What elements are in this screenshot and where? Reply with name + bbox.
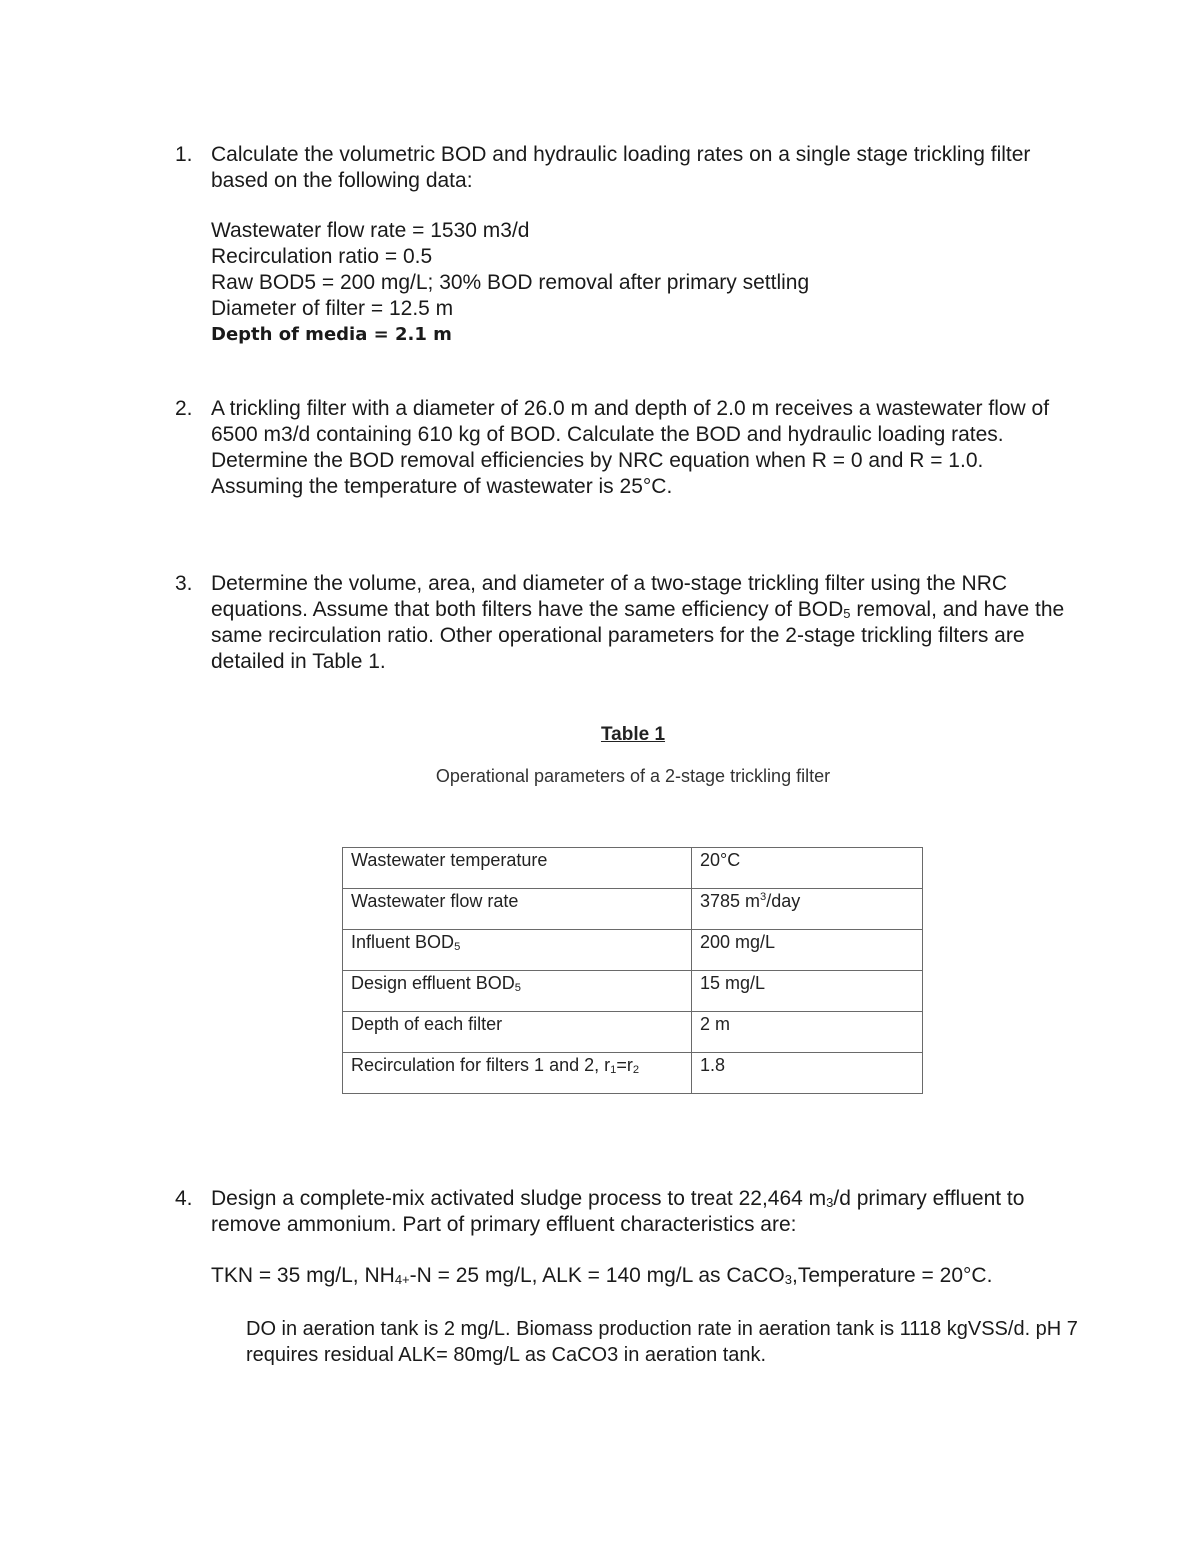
text-segment: /d primary effluent to remove ammonium. Part of primary effluent characteristics are: [211, 1187, 1025, 1236]
text-segment: 3785 m [700, 891, 761, 911]
param-value: 15 mg/L [692, 971, 923, 1012]
question-number: 2. [175, 397, 193, 420]
text-segment: removal, and have the same recirculation ratio. Other operational parameters for the 2-stage trickling filters are detailed in Table 1. [211, 598, 1065, 673]
param-label [343, 971, 692, 1012]
table-row [343, 1012, 923, 1053]
question-text [211, 1186, 1075, 1238]
subscript: 5 [454, 941, 461, 953]
characteristics-line [211, 1263, 1075, 1289]
question-number: 4. [175, 1187, 193, 1210]
subscript: 4+ [394, 1272, 410, 1287]
data-line: Diameter of filter = 12.5 m [211, 297, 454, 320]
param-label: Wastewater flow rate [343, 889, 692, 930]
question-3 [175, 571, 1075, 675]
data-line-depth: Depth of media = 2.1 m [211, 324, 452, 345]
question-number: 1. [175, 143, 193, 166]
question-1 [175, 142, 1075, 348]
parameters-table [342, 847, 923, 1094]
text-segment: /day [766, 891, 801, 911]
data-line: Recirculation ratio = 0.5 [211, 245, 433, 268]
text-segment: Recirculation for filters 1 and 2, r [351, 1055, 611, 1075]
param-value: 200 mg/L [692, 930, 923, 971]
subscript: 1 [610, 1064, 617, 1076]
table-subtitle: Operational parameters of a 2-stage trickling filter [435, 766, 831, 786]
subscript: 5 [514, 982, 521, 994]
param-label [343, 1053, 692, 1094]
text-segment: -N = 25 mg/L, ALK = 140 mg/L as CaCO [409, 1264, 785, 1287]
given-data-list [211, 218, 1075, 348]
text-segment: =r [616, 1055, 633, 1075]
data-line: Raw BOD5 = 200 mg/L; 30% BOD removal after primary settling [211, 271, 810, 294]
question-text: A trickling filter with a diameter of 26.0 m and depth of 2.0 m receives a wastewater flow of 6500 m3/d containing 610 kg of BOD. Calculate the BOD and hydraulic loading rates. Determine the BOD removal efficiencies by NRC equation when R = 0 and R = 1.0. Assuming the temperature of wastewater is 25°C. [211, 397, 1050, 498]
subscript: 5 [843, 606, 851, 621]
param-value: 20°C [692, 848, 923, 889]
text-segment: ,Temperature = 20°C. [791, 1264, 993, 1287]
text-segment: Determine the volume, area, and diameter of a two-stage trickling filter using the NRC equations. Assume that both filters have the same efficiency of BOD [211, 572, 1008, 621]
text-segment: Influent BOD [351, 932, 455, 952]
param-label [343, 930, 692, 971]
table-row [343, 971, 923, 1012]
table-title: Table 1 [600, 724, 666, 745]
subscript: 3 [784, 1272, 792, 1287]
superscript: 3 [760, 891, 767, 903]
subscript: 3 [826, 1195, 834, 1210]
question-text: Calculate the volumetric BOD and hydraulic loading rates on a single stage trickling filter based on the following data: [211, 143, 1031, 192]
question-4 [175, 1186, 1075, 1289]
text-segment: Design effluent BOD [351, 973, 515, 993]
param-label: Wastewater temperature [343, 848, 692, 889]
question-2 [175, 396, 1075, 500]
question-4-extra: DO in aeration tank is 2 mg/L. Biomass production rate in aeration tank is 1118 kgVSS/d. pH 7 requires residual ALK= 80mg/L as CaCO3 in aeration tank. [246, 1318, 1078, 1366]
table-row [343, 930, 923, 971]
param-value [692, 889, 923, 930]
text-segment: TKN = 35 mg/L, NH [211, 1264, 395, 1287]
question-text [211, 571, 1075, 675]
table-row [343, 848, 923, 889]
text-segment: Design a complete-mix activated sludge process to treat 22,464 m [211, 1187, 827, 1210]
param-value: 2 m [692, 1012, 923, 1053]
table-row [343, 1053, 923, 1094]
table-row [343, 889, 923, 930]
param-value: 1.8 [692, 1053, 923, 1094]
param-label: Depth of each filter [343, 1012, 692, 1053]
data-line: Wastewater flow rate = 1530 m3/d [211, 219, 530, 242]
subscript: 2 [632, 1064, 640, 1076]
question-number: 3. [175, 572, 193, 595]
